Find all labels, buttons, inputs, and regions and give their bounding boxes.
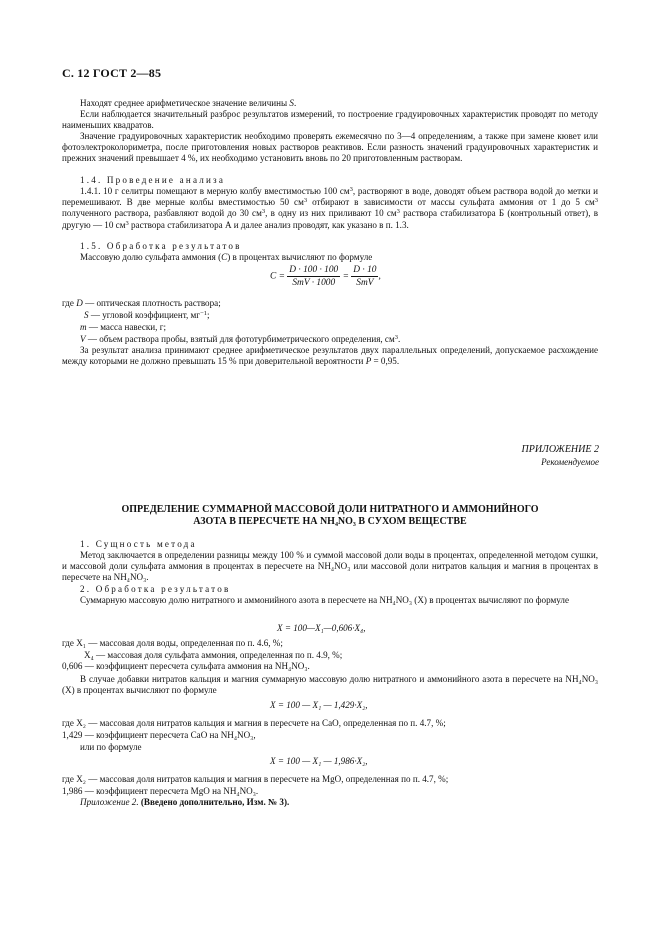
text: — угловой коэффициент, мг — [90, 310, 201, 320]
var: m — [80, 322, 87, 332]
sup: 3 — [303, 197, 308, 205]
paragraph-result — [62, 345, 598, 367]
formula-lhs: C = — [270, 271, 285, 282]
sup: 3 — [349, 186, 353, 193]
text: = 0,95. — [373, 356, 400, 367]
text: , в одну из них приливают 10 см — [265, 208, 397, 219]
note-italic: Приложение 2. — [80, 797, 139, 807]
where-x1: где X₁ — массовая доля воды, определенная по п. 4.6, %; — [62, 638, 283, 648]
var-p: P — [365, 356, 372, 367]
where-v — [80, 334, 400, 345]
appendix-title-line1: ОПРЕДЕЛЕНИЕ СУММАРНОЙ МАССОВОЙ ДОЛИ НИТРАТНОГО И АММОНИЙНОГО — [121, 504, 539, 515]
equals: = — [342, 271, 349, 282]
where-x2-mgo: где X₂ — массовая доля нитратов кальция и магния в пересчете на MgO, определенная по п. 4.7, %; — [62, 774, 449, 784]
text: ; — [206, 310, 210, 320]
denominator: SmV — [356, 278, 374, 288]
fraction-2 — [351, 265, 381, 288]
var: S — [84, 310, 89, 320]
text: — объем раствора пробы, взятый для фототурбиметрического определения, см — [87, 334, 395, 344]
where-d — [62, 298, 221, 309]
fraction-1 — [287, 265, 340, 288]
text: — оптическая плотность раствора; — [85, 298, 221, 308]
or-formula: или по формуле — [80, 742, 142, 752]
text: Находят среднее арифметическое значение величины — [80, 98, 288, 108]
appendix-section-1: 1. Сущность метода — [80, 539, 197, 549]
page-header: С. 12 ГОСТ 2—85 — [62, 66, 162, 80]
denominator: SmV · 1000 — [292, 278, 336, 288]
text: полученного раствора, разбавляют водой до 30 см — [62, 208, 262, 219]
where-1429: 1,429 — коэффициент пересчета CaO на NH₄NO₃, — [62, 730, 256, 740]
where-s — [84, 310, 210, 321]
formula-c — [270, 265, 381, 288]
sup: 3 — [125, 219, 129, 227]
text: . — [397, 334, 401, 344]
paragraph-calibration: Значение градуировочных характеристик необходимо проверять ежемесячно по 3—4 определениям, а также при замене кювет или фотоэлектроколориметра, после приготовления новых растворов реактивов. Если разность значений градуировочных характеристик и прежних значений превышает 4 %, их необходимо установить вновь по 20 приготовленным растворам. — [62, 131, 598, 164]
text: За результат анализа принимают среднее арифметическое результатов двух параллельных определений, допускаемое расхождение между которыми не должно превышать 15 % при доверительной вероятности — [62, 345, 598, 367]
appendix-section-2: 2. Обработка результатов — [80, 584, 231, 594]
var: D — [76, 298, 83, 308]
appendix-status: Рекомендуемое — [541, 457, 599, 467]
text: раствора стабилизатора А и далее анализ проводят, как указано в п. 1.3. — [128, 219, 409, 230]
formula-x-3: X = 100 — X₁ — 1,986·X₂, — [270, 756, 368, 766]
sup: −1 — [200, 310, 207, 317]
sup: 3 — [594, 197, 598, 205]
formula-x-1: X = 100—X₁—0,606·X₄, — [277, 623, 366, 633]
text: ) в процентах вычисляют по формуле — [227, 252, 373, 262]
note-bold: (Введено дополнительно, Изм. № 3). — [140, 797, 290, 807]
where-x2-cao: где X₂ — массовая доля нитратов кальция и магния в пересчете на CaO, определенная по п. 4.7, %; — [62, 718, 446, 728]
text: раствора стабилизатора Б (контрольный ответ), в другую — 10 см — [62, 208, 598, 230]
section-1-4-heading: 1.4. Проведение анализа — [80, 175, 226, 185]
text: — масса навески, г; — [88, 322, 166, 332]
where-m — [80, 322, 166, 333]
where-1986: 1,986 — коэффициент пересчета MgO на NH₄NO₃. — [62, 786, 259, 796]
paragraph-1-5 — [80, 252, 372, 263]
var-s: S — [289, 98, 294, 108]
section-1-5-heading: 1.5. Обработка результатов — [80, 241, 242, 251]
var-c: C — [221, 252, 228, 262]
numerator: D · 10 — [353, 265, 377, 275]
numerator: D · 100 · 100 — [289, 265, 339, 275]
text: отбирают в зависимости от массы сульфата аммония от 1 до 5 см — [307, 197, 595, 208]
paragraph-mean: Находят среднее арифметическое значение величины S. — [80, 98, 297, 108]
amendment-note — [80, 797, 289, 808]
formula-x-2: X = 100 — X₁ — 1,429·X₂, — [270, 700, 368, 710]
appendix-label: ПРИЛОЖЕНИЕ 2 — [521, 444, 599, 455]
paragraph-1-4-1 — [62, 186, 598, 231]
sup: 3 — [396, 208, 400, 216]
where-x4: X₄ — массовая доля сульфата аммония, определенная по п. 4.9, %; — [84, 650, 343, 660]
text: 1.4.1. 10 г селитры помещают в мерную колбу вместимостью 100 см — [80, 186, 350, 196]
where-0606: 0,606 — коэффициент пересчета сульфата аммония на NH₄NO₃. — [62, 661, 310, 671]
appendix-paragraph-3: В случае добавки нитратов кальция и магния суммарную массовую долю нитратного и аммонийного азота в пересчете на NH₄NO₃ (X) в процентах вычисляют по формуле — [62, 674, 598, 696]
text: Массовую долю сульфата аммония ( — [80, 252, 222, 262]
comma: , — [378, 271, 381, 282]
sup: 3 — [394, 334, 398, 341]
appendix-paragraph-1: Метод заключается в определении разницы между 100 % и суммой массовой доли воды в процентах, определенной методом сушки, и массовой доли сульфата аммония в процентах в пересчете на NH₄NO₃ или массовой доли нитратов кальция и магния в процентах в пересчете на NH₄NO₃. — [62, 550, 598, 583]
text: , растворяют в воде, доводят объем раствора водой до метки и перемешивают. В две мерные колбы вместимостью 50 см — [62, 186, 598, 208]
var: V — [80, 334, 86, 344]
appendix-paragraph-2: Суммарную массовую долю нитратного и аммонийного азота в пересчете на NH₄NO₃ (X) в процентах вычисляют по формуле — [80, 595, 569, 605]
appendix-title-line2: АЗОТА В ПЕРЕСЧЕТЕ НА NH₄NO₃ В СУХОМ ВЕЩЕСТВЕ — [193, 516, 467, 527]
sup: 3 — [261, 208, 266, 216]
paragraph-scatter: Если наблюдается значительный разброс результатов измерений, то построение градуировочных характеристик проводят по методу наименьших квадратов. — [62, 109, 598, 131]
text: где — [62, 298, 74, 308]
